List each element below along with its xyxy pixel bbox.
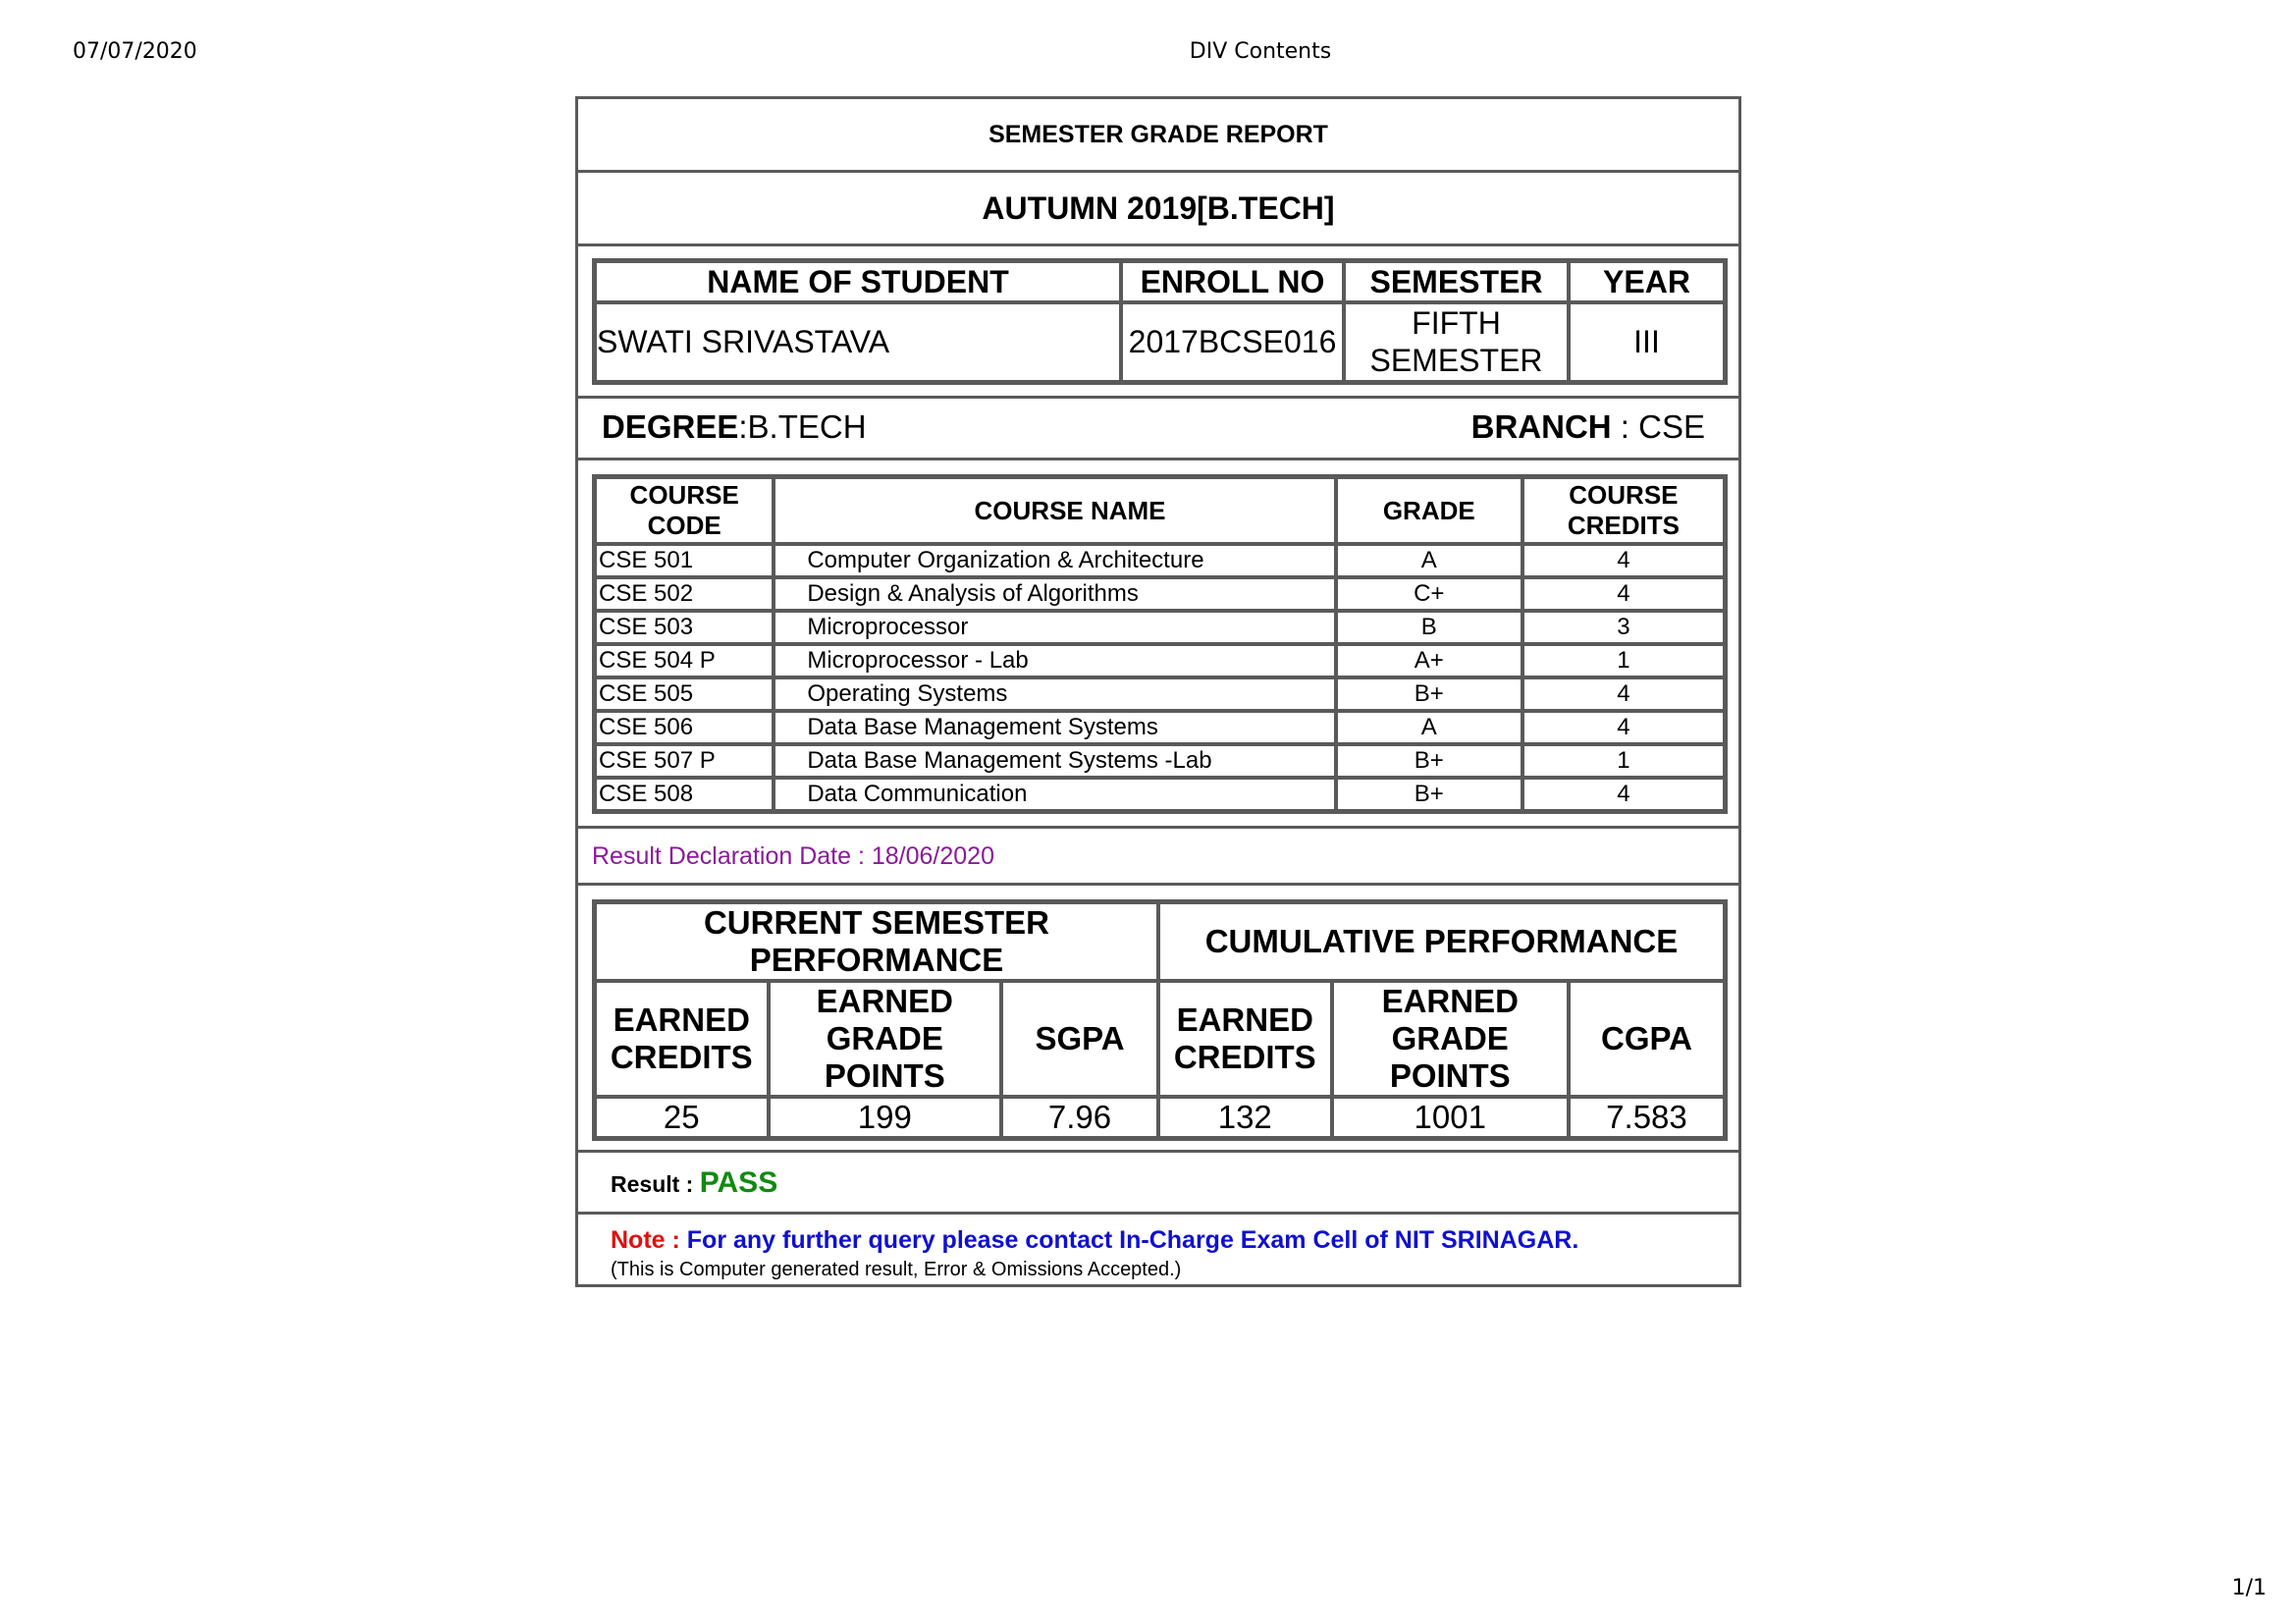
result-label: Result : [611,1171,694,1197]
course-code: CSE 503 [595,611,774,644]
course-grade: B+ [1336,677,1522,711]
declaration-date: Result Declaration Date : 18/06/2020 [592,842,994,870]
course-name: Microprocessor [774,611,1335,644]
degree-label: DEGREE [602,408,739,445]
course-name: Data Base Management Systems -Lab [774,744,1335,778]
performance-table [592,899,1728,1141]
courses-table [592,474,1728,814]
header-credits: COURSE CREDITS [1522,477,1725,544]
table-row [595,711,1725,744]
course-credits: 1 [1522,644,1725,677]
sgpa: 7.96 [1001,1097,1158,1138]
header-semester: SEMESTER [1344,261,1569,302]
result-value: PASS [699,1166,778,1199]
semester-value: FIFTH SEMESTER [1344,302,1569,382]
course-credits: 4 [1522,677,1725,711]
note [611,1226,1578,1255]
header-year: YEAR [1569,261,1725,302]
note-text: For any further query please contact In-Charge Exam Cell of NIT SRINAGAR. [686,1226,1579,1254]
header-name: NAME OF STUDENT [595,261,1121,302]
degree [602,408,867,446]
degree-value: :B.TECH [738,408,867,445]
performance-section [578,886,1738,1153]
header-grade: GRADE [1336,477,1522,544]
course-name: Data Communication [774,778,1335,811]
course-grade: B [1336,611,1522,644]
note-label: Note : [611,1226,680,1254]
grade-report [575,96,1741,1287]
year-value: III [1569,302,1725,382]
enroll-no: 2017BCSE016 [1121,302,1344,382]
course-grade: C+ [1336,577,1522,611]
table-row [595,611,1725,644]
header-earned-credits: EARNED CREDITS [595,981,769,1097]
course-name: Microprocessor - Lab [774,644,1335,677]
cgpa: 7.583 [1569,1097,1725,1138]
result-section [578,1153,1738,1215]
course-credits: 1 [1522,744,1725,778]
course-code: CSE 501 [595,544,774,577]
cum-earned-grade-points: 1001 [1332,1097,1569,1138]
course-code: CSE 507 P [595,744,774,778]
student-name: SWATI SRIVASTAVA [595,302,1121,382]
earned-credits: 25 [595,1097,769,1138]
current-performance-header: CURRENT SEMESTER PERFORMANCE [595,902,1158,981]
table-row [595,744,1725,778]
course-code: CSE 505 [595,677,774,711]
report-session: AUTUMN 2019[B.TECH] [578,173,1738,246]
course-grade: A [1336,711,1522,744]
course-grade: A [1336,544,1522,577]
note-section [578,1215,1738,1284]
result [611,1166,777,1200]
course-credits: 4 [1522,711,1725,744]
header-course-name: COURSE NAME [774,477,1335,544]
declaration-section [578,829,1738,886]
header-course-code: COURSE CODE [595,477,774,544]
course-grade: A+ [1336,644,1522,677]
table-row [595,577,1725,611]
page-number: 1/1 [2231,1576,2267,1600]
course-grade: B+ [1336,744,1522,778]
course-code: CSE 506 [595,711,774,744]
course-code: CSE 504 P [595,644,774,677]
table-row [595,544,1725,577]
course-name: Computer Organization & Architecture [774,544,1335,577]
earned-grade-points: 199 [769,1097,1001,1138]
degree-section [578,399,1738,460]
course-code: CSE 502 [595,577,774,611]
branch [1471,408,1705,446]
course-credits: 4 [1522,544,1725,577]
report-title: SEMESTER GRADE REPORT [578,99,1738,173]
table-row [595,778,1725,811]
course-code: CSE 508 [595,778,774,811]
print-date: 07/07/2020 [73,39,197,64]
header-sgpa: SGPA [1001,981,1158,1097]
header-earned-grade-points: EARNED GRADE POINTS [769,981,1001,1097]
disclaimer: (This is Computer generated result, Error & Omissions Accepted.) [611,1259,1182,1280]
header-cgpa: CGPA [1569,981,1725,1097]
student-table [592,258,1728,385]
header-enroll: ENROLL NO [1121,261,1344,302]
course-name: Data Base Management Systems [774,711,1335,744]
table-row [595,644,1725,677]
course-credits: 3 [1522,611,1725,644]
cumulative-performance-header: CUMULATIVE PERFORMANCE [1158,902,1725,981]
header-cum-earned-credits: EARNED CREDITS [1158,981,1332,1097]
courses-section [578,460,1738,829]
branch-value: : CSE [1620,408,1705,445]
course-credits: 4 [1522,577,1725,611]
course-name: Operating Systems [774,677,1335,711]
cum-earned-credits: 132 [1158,1097,1332,1138]
course-grade: B+ [1336,778,1522,811]
header-cum-earned-grade-points: EARNED GRADE POINTS [1332,981,1569,1097]
print-title: DIV Contents [1189,39,1332,64]
student-section [578,246,1738,399]
course-credits: 4 [1522,778,1725,811]
course-name: Design & Analysis of Algorithms [774,577,1335,611]
table-row [595,677,1725,711]
branch-label: BRANCH [1470,408,1612,445]
